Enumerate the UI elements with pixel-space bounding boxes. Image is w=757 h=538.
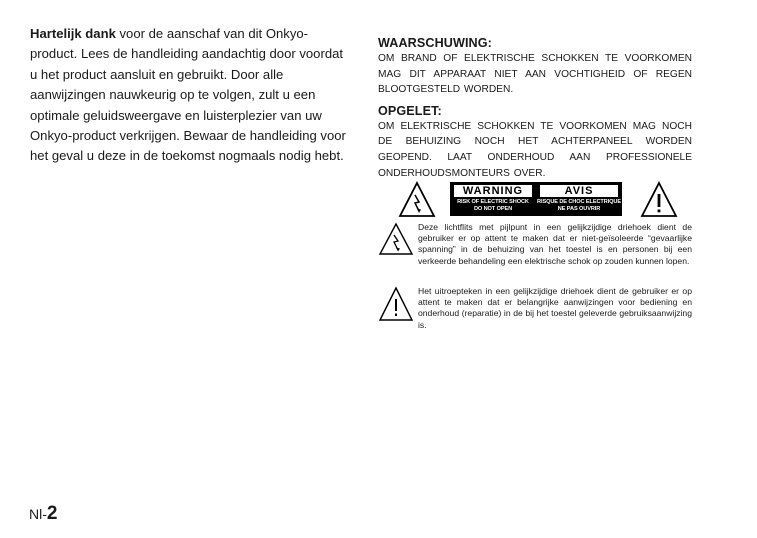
page-number <box>29 504 57 524</box>
caution-text: OM ELEKTRISCHE SCHOKKEN TE VOORKOMEN MAG NOCH DE BEHUIZING NOCH HET ACHTERPANEEL WORDEN GEOPEND. LAAT ONDERHOUD AAN PROFESSIONELE ONDERHOUDSMONTEURS OVER. <box>378 120 692 179</box>
exclamation-symbol-text: Het uitroepteken in een gelijkzijdige driehoek dient de gebruiker er op attent te maken dat er belangrijke aanwijzingen voor bediening en onderhoud (reparatie) in de bij het toestel geleverde gebruiksaanwijzing is. <box>418 286 692 330</box>
lightning-triangle-icon <box>398 180 436 218</box>
warning-text: OM BRAND OF ELEKTRISCHE SCHOKKEN TE VOORKOMEN MAG DIT APPARAAT NIET AAN VOCHTIGHEID OF REGEN BLOOTGESTELD WORDEN. <box>378 53 692 96</box>
intro-text: voor de aanschaf van dit Onkyo-product. Lees de handleiding aandachtig door voordat u het product aansluit en gebruikt. Door alle aanwijzingen nauwkeurig op te volgen, zult u een optimale geluidsweergave en luisterplezier van uw Onkyo-product verkrijgen. Bewaar de handleiding voor het geval u deze in de toekomst nogmaals nodig hebt. <box>30 26 346 164</box>
page-language-prefix: Nl- <box>29 506 47 522</box>
intro-paragraph <box>30 24 348 167</box>
exclamation-triangle-icon <box>378 286 414 322</box>
safety-section <box>378 36 692 181</box>
warning-label-row <box>398 180 678 218</box>
caution-heading: OPGELET: <box>378 103 442 118</box>
lightning-triangle-icon <box>378 222 414 256</box>
warning-label-title: WARNING <box>453 184 533 198</box>
exclamation-triangle-icon <box>640 180 678 218</box>
intro-bold-lead: Hartelijk dank <box>30 26 116 41</box>
warning-label-sub2: DO NOT OPEN <box>473 205 513 212</box>
lightning-symbol-text: Deze lichtflits met pijlpunt in een gelijkzijdige driehoek dient de gebruiker er op attent te maken dat er niet-geïsoleerde “gevaarlijke spanning” in de behuizing van het toestel is en personen bij een verkeerde behandeling een elektrische schok op zouden kunnen lopen. <box>418 222 692 266</box>
avis-label <box>536 182 622 216</box>
lightning-symbol-explanation <box>378 222 692 278</box>
exclamation-symbol-explanation <box>378 286 692 334</box>
avis-label-title: AVIS <box>539 184 619 198</box>
page-number-value: 2 <box>46 503 58 524</box>
warning-label-sub1: RISK OF ELECTRIC SHOCK <box>457 199 529 205</box>
avis-label-sub1: RISQUE DE CHOC ELECTRIQUE <box>537 199 621 205</box>
warning-heading: WAARSCHUWING: <box>378 36 492 50</box>
avis-label-sub2: NE PAS OUVRIR <box>557 205 601 212</box>
warning-label <box>450 182 536 216</box>
